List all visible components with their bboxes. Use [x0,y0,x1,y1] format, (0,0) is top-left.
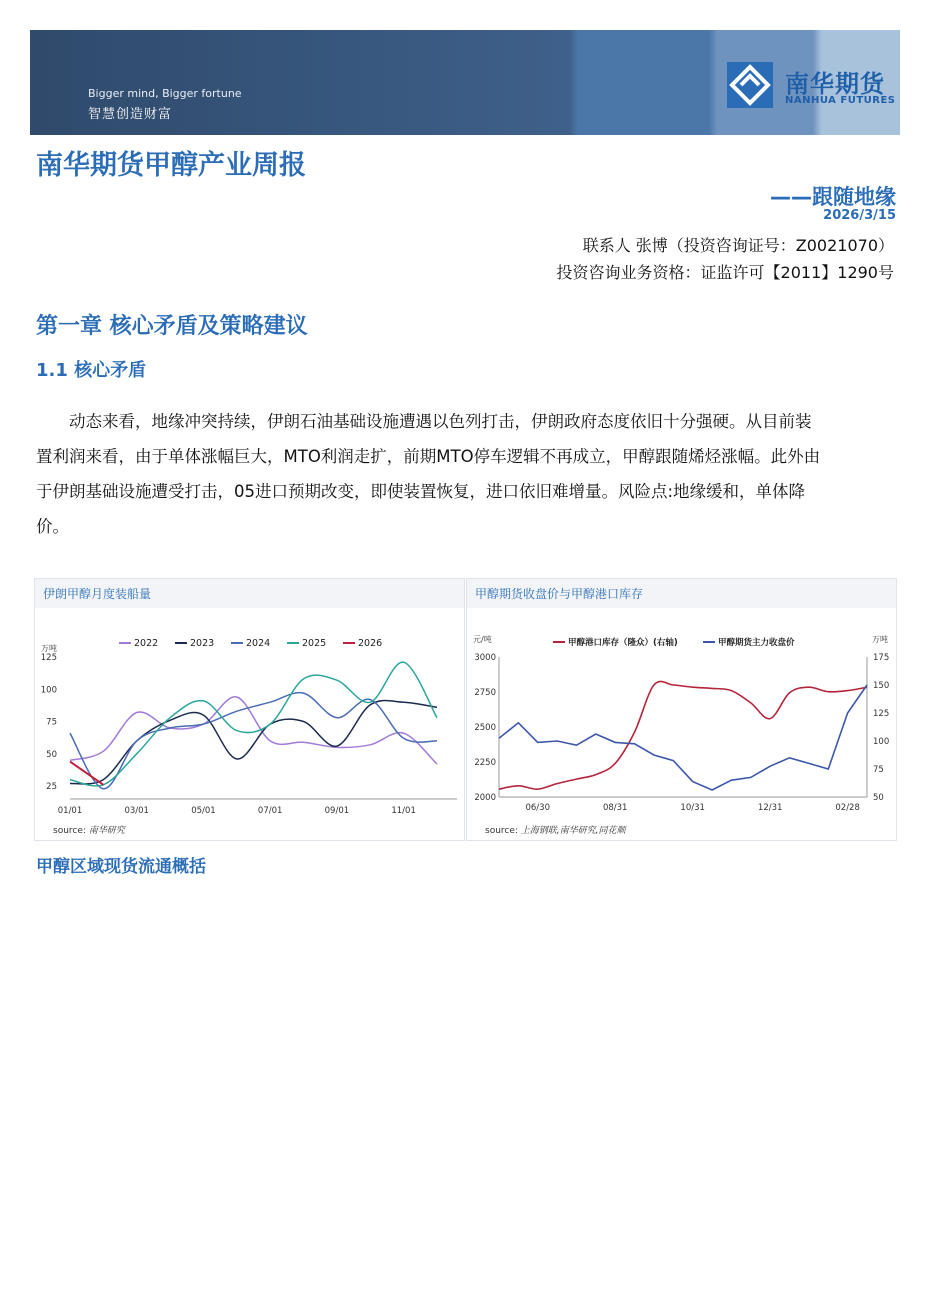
company-logo-icon [727,62,773,108]
y-tick-label: 25 [46,782,57,793]
report-title: 南华期货甲醇产业周报 [36,150,306,181]
legend-label: 2024 [246,638,271,649]
slogan-chinese: 智慧创造财富 [88,107,173,122]
slogan-english: Bigger mind, Bigger fortune [88,87,242,100]
y-tick-label: 50 [46,749,57,760]
x-tick-label: 07/01 [257,806,283,814]
section-heading: 1.1 核心矛盾 [36,360,147,381]
legend-label: 甲醇港口库存（隆众）(右轴) [568,638,678,648]
x-tick-label: 08/31 [602,803,628,813]
y-right-tick-label: 100 [873,737,890,747]
x-tick-label: 10/31 [680,803,705,813]
price-inventory-chart [467,609,896,814]
source-label: source: [53,826,89,836]
paragraph-line: 动态来看，地缘冲突持续，伊朗石油基础设施遭遇以色列打击，伊朗政府态度依旧十分强硬。从目前装 [69,412,812,431]
license-line: 投资咨询业务资格：证监许可【2011】1290号 [556,263,894,282]
y-tick-label: 2750 [474,688,496,698]
y-tick-label: 2500 [474,723,496,733]
x-tick-label: 11/01 [391,806,416,814]
source-value: 南华研究 [88,826,125,836]
y-tick-label: 125 [40,653,57,663]
legend-label: 2023 [190,638,215,649]
y-right-tick-label: 150 [873,681,890,691]
y-right-tick-label: 75 [873,765,884,775]
legend-label: 甲醇期货主力收盘价 [718,638,795,648]
core-contradiction-paragraph [36,404,894,544]
company-logo-text: 南华期货 [785,70,885,98]
iran-shipment-chart [35,609,464,814]
chart-source [485,823,626,836]
y-tick-label: 2250 [474,758,496,768]
y-right-tick-label: 125 [873,709,890,719]
x-tick-label: 05/01 [191,806,216,814]
chart-panel-price-inventory [466,578,897,841]
inventory-series-line [499,681,867,789]
report-date: 2026/3/15 [823,208,896,223]
legend-label: 2022 [134,638,159,649]
x-tick-label: 02/28 [835,803,860,813]
series-line-2024 [70,693,437,789]
y-tick-label: 100 [40,685,57,696]
paragraph-line: 置利润来看，由于单体涨幅巨大，MTO利润走扩，前期MTO停车逻辑不再成立，甲醇跟随烯烃涨幅。此外由 [36,447,821,466]
source-value: 上海钢联,南华研究,同花顺 [520,826,626,836]
chart-panel-iran-shipments [34,578,465,841]
x-tick-label: 06/30 [525,803,550,813]
chart-panel-title: 甲醇期货收盘价与甲醇港口库存 [467,579,896,608]
y-tick-label: 2000 [474,793,496,803]
chart-panel-title: 伊朗甲醇月度装船量 [35,579,464,608]
contact-line: 联系人 张博（投资咨询证号：Z0021070） [582,236,894,255]
series-line-2023 [70,701,437,784]
y-axis-unit-label: 元/吨 [473,635,492,644]
y-axis-right-unit-label: 万吨 [872,635,888,644]
source-label: source: [485,826,521,836]
x-tick-label: 09/01 [324,806,350,814]
x-tick-label: 03/01 [124,806,149,814]
y-right-tick-label: 175 [873,653,890,663]
company-logo-english: NANHUA FUTURES [785,95,896,106]
y-tick-label: 75 [46,717,57,728]
region-spot-heading: 甲醇区域现货流通概括 [36,857,206,877]
report-subtitle: ——跟随地缘 [770,185,896,209]
paragraph-line: 于伊朗基础设施遭受打击，05进口预期改变，即使装置恢复，进口依旧难增量。风险点:地缘缓和，单体降 [36,482,806,501]
y-axis-unit-label: 万吨 [41,644,57,653]
y-right-tick-label: 50 [873,793,884,803]
chart-source [53,823,125,836]
paragraph-line: 价。 [36,517,69,536]
legend-label: 2026 [358,638,383,649]
x-tick-label: 01/01 [57,806,83,814]
legend-label: 2025 [302,638,327,649]
chapter-heading: 第一章 核心矛盾及策略建议 [36,314,308,339]
y-tick-label: 3000 [474,653,496,663]
price-series-line [499,685,867,790]
x-tick-label: 12/31 [757,803,783,813]
